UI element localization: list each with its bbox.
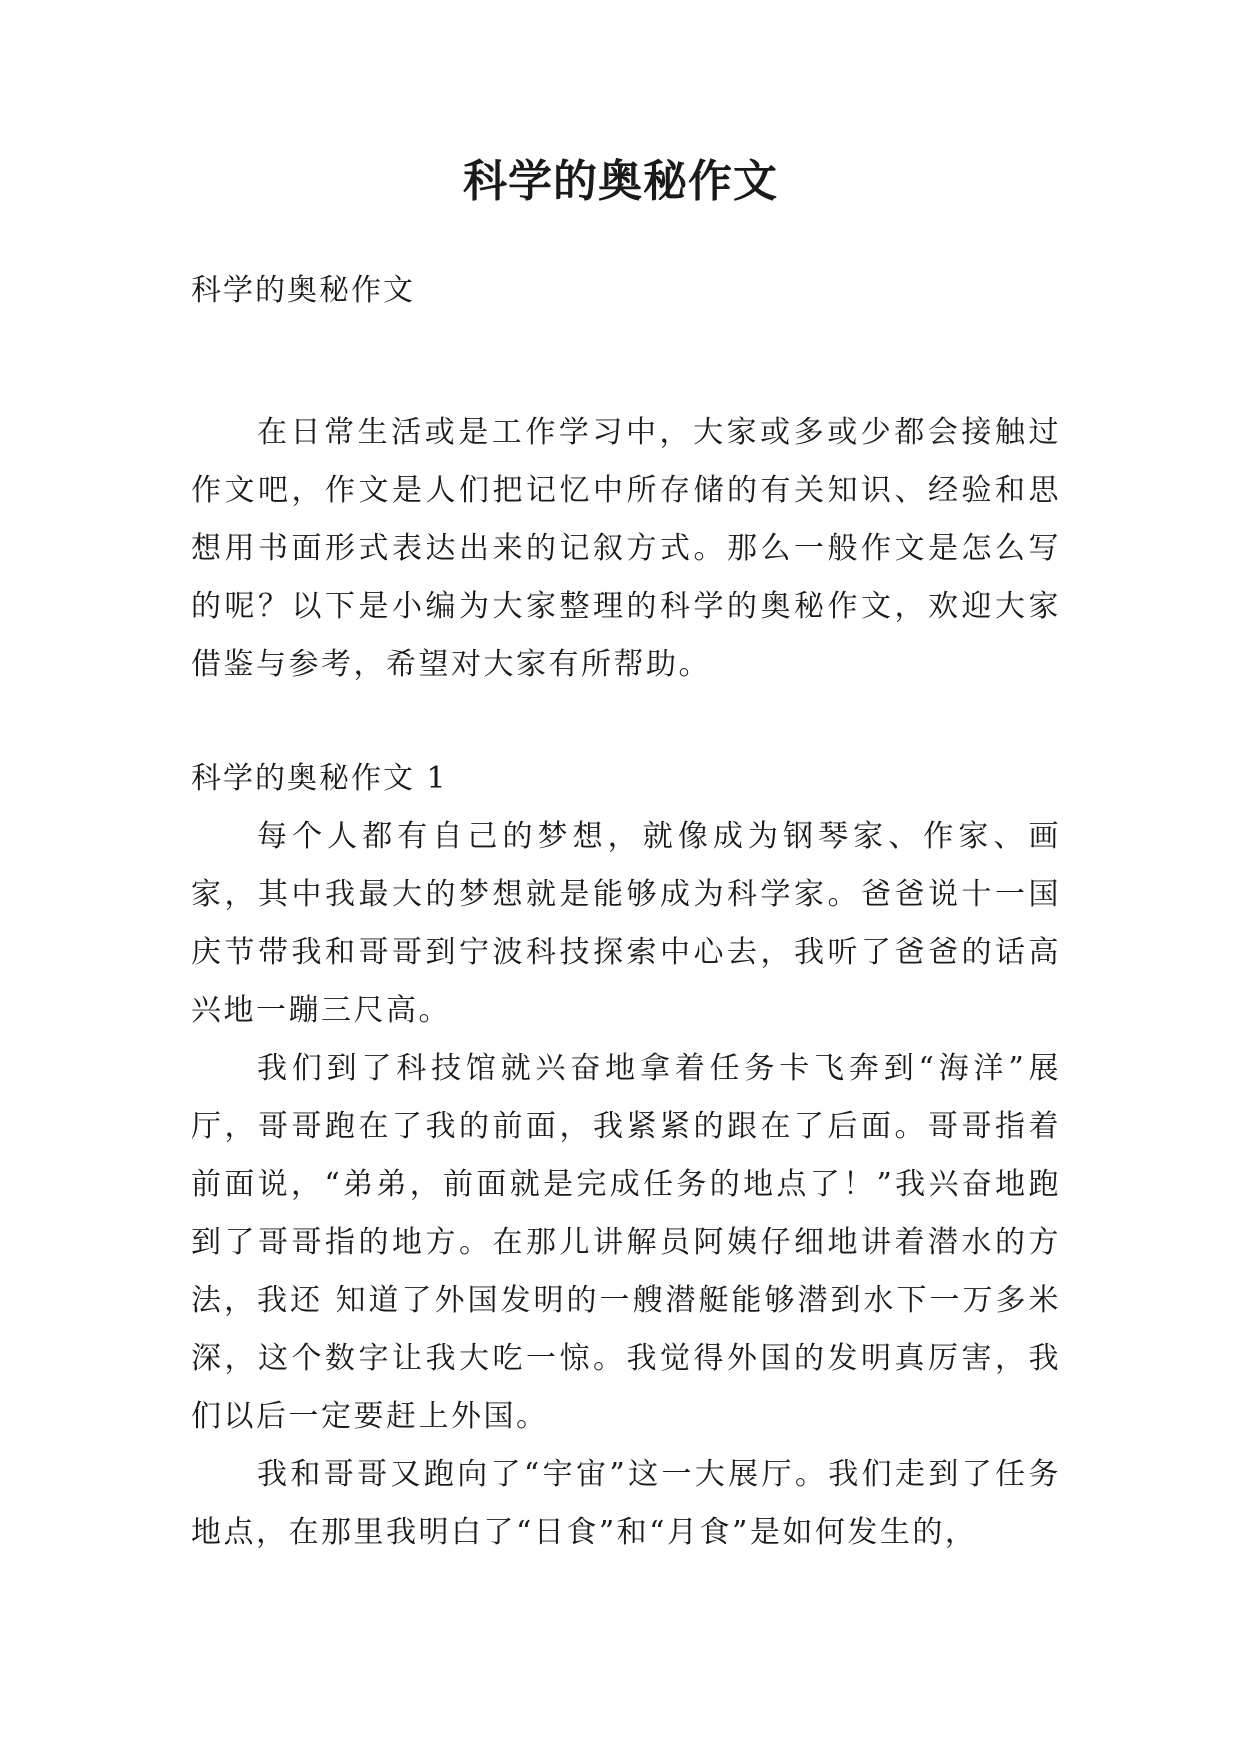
section-heading: 科学的奥秘作文 1	[191, 761, 448, 796]
document-subtitle: 科学的奥秘作文	[191, 273, 415, 308]
document-title: 科学的奥秘作文	[463, 156, 778, 207]
essay-paragraph: 我们到了科技馆就兴奋地拿着任务卡飞奔到“海洋”展厅，哥哥跑在了我的前面，我紧紧的跟在了后面。哥哥指着前面说，“弟弟，前面就是完成任务的地点了！”我兴奋地跑到了哥哥指的地方。在那儿讲解员阿姨仔细地讲着潜水的方法，我还 知道了外国发明的一艘潜艇能够潜到水下一万多米深，这个数字让我大吃一惊。我觉得外国的发明真厉害，我们以后一定要赶上外国。	[191, 1051, 1061, 1434]
intro-paragraph: 在日常生活或是工作学习中，大家或多或少都会接触过作文吧，作文是人们把记忆中所存储的有关知识、经验和思想用书面形式表达出来的记叙方式。那么一般作文是怎么写的呢？以下是小编为大家整理的科学的奥秘作文，欢迎大家借鉴与参考，希望对大家有所帮助。	[191, 415, 1061, 682]
essay-paragraph: 每个人都有自己的梦想，就像成为钢琴家、作家、画家，其中我最大的梦想就是能够成为科学家。爸爸说十一国庆节带我和哥哥到宁波科技探索中心去，我听了爸爸的话高兴地一蹦三尺高。	[191, 819, 1061, 1028]
essay-paragraph: 我和哥哥又跑向了“宇宙”这一大展厅。我们走到了任务地点，在那里我明白了“日食”和“月食”是如何发生的，	[191, 1457, 1061, 1550]
essay-body	[191, 808, 1061, 1562]
